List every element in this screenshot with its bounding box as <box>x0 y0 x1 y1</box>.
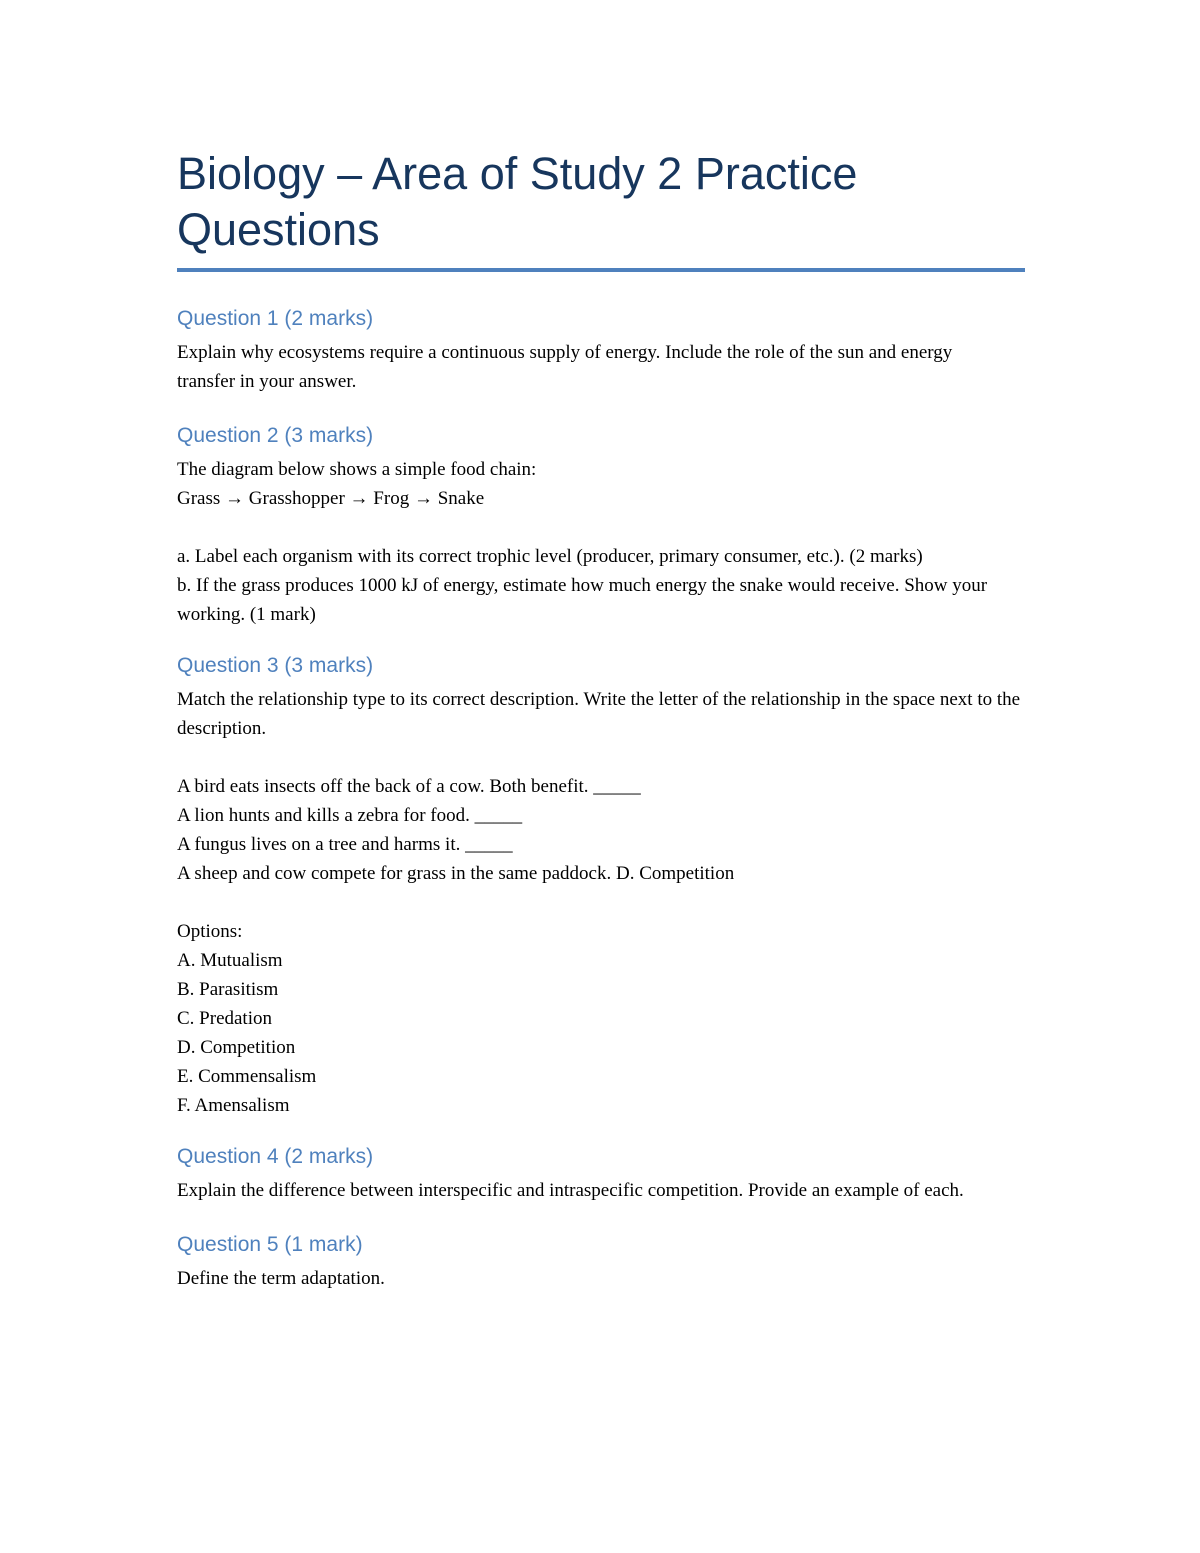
food-chain-text: Grass → Grasshopper → Frog → Snake <box>177 488 485 509</box>
question-2-part-b: b. If the grass produces 1000 kJ of energy, estimate how much energy the snake would receive. Show your working. (1 mark) <box>177 575 988 625</box>
spacer <box>177 743 1025 772</box>
question-1-text: Explain why ecosystems require a continuous supply of energy. Include the role of the sun and energy transfer in your answer. <box>177 342 953 392</box>
match-item: A lion hunts and kills a zebra for food. _____ <box>177 805 523 826</box>
question-1-heading: Question 1 (2 marks) <box>177 307 374 330</box>
question-2-heading: Question 2 (3 marks) <box>177 424 374 447</box>
question-3-body <box>177 685 1025 1120</box>
question-4-text: Explain the difference between interspecific and intraspecific competition. Provide an example of each. <box>177 1180 964 1201</box>
question-2-body <box>177 455 1025 629</box>
option-item: A. Mutualism <box>177 950 283 971</box>
spacer <box>177 513 1025 542</box>
match-item: A bird eats insects off the back of a cow. Both benefit. _____ <box>177 776 641 797</box>
question-4-heading: Question 4 (2 marks) <box>177 1145 374 1168</box>
options-label: Options: <box>177 921 243 942</box>
option-item: B. Parasitism <box>177 979 279 1000</box>
spacer <box>177 888 1025 917</box>
question-5-heading: Question 5 (1 mark) <box>177 1233 363 1256</box>
option-item: F. Amensalism <box>177 1095 290 1116</box>
question-5-text: Define the term adaptation. <box>177 1268 385 1289</box>
match-item: A fungus lives on a tree and harms it. _____ <box>177 834 513 855</box>
match-item: A sheep and cow compete for grass in the same paddock. D. Competition <box>177 863 735 884</box>
document-page <box>177 146 1025 1293</box>
question-2-intro: The diagram below shows a simple food chain: <box>177 459 537 480</box>
document-title: Biology – Area of Study 2 Practice Questions <box>177 146 1025 272</box>
question-2-part-a: a. Label each organism with its correct trophic level (producer, primary consumer, etc.). (2 marks) <box>177 546 923 567</box>
question-3-heading: Question 3 (3 marks) <box>177 654 374 677</box>
option-item: C. Predation <box>177 1008 272 1029</box>
question-3-intro: Match the relationship type to its correct description. Write the letter of the relationship in the space next to the description. <box>177 689 1021 739</box>
option-item: D. Competition <box>177 1037 296 1058</box>
option-item: E. Commensalism <box>177 1066 317 1087</box>
